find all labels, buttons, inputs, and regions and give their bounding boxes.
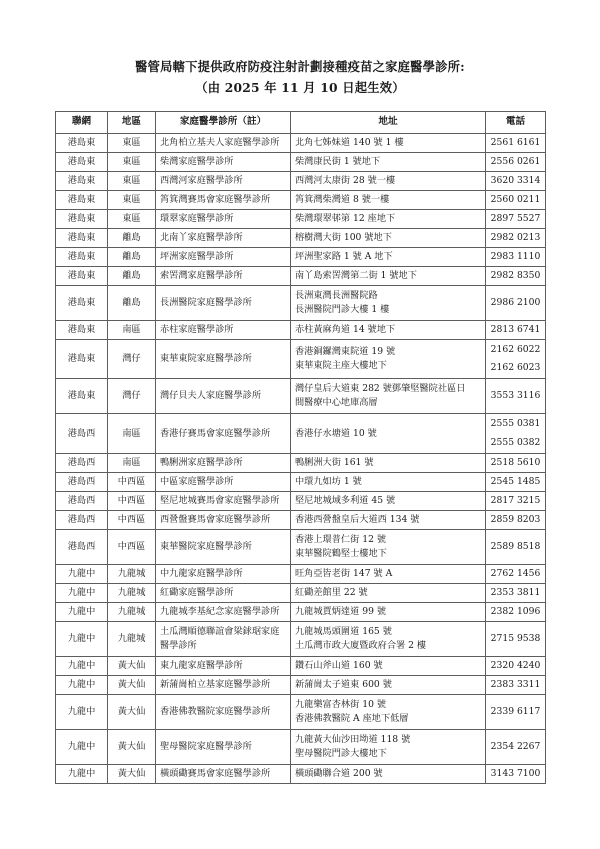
cell-district: 黃大仙 (108, 675, 156, 694)
cell-district: 九龍城 (108, 583, 156, 602)
cell-network: 港島東 (56, 379, 108, 414)
cell-district: 離島 (108, 229, 156, 248)
table-row (56, 602, 546, 621)
effective-date-subtitle: （由 2025 年 11 月 10 日起生效） (195, 79, 405, 95)
clinic-name-line: 東華東院家庭醫學診所 (160, 353, 252, 365)
cell-phone (486, 453, 546, 472)
table-row (56, 472, 546, 491)
cell-clinic-name (156, 414, 291, 453)
document-header (0, 0, 600, 98)
cell-clinic-name (156, 491, 291, 510)
cell-address (291, 602, 486, 621)
address-line: 香港銅鑼灣東院道 19 號 (295, 346, 396, 358)
table-row (56, 453, 546, 472)
cell-district: 黃大仙 (108, 694, 156, 729)
cell-network: 港島西 (56, 510, 108, 529)
cell-address (291, 266, 486, 285)
cell-network: 九龍中 (56, 694, 108, 729)
cell-address (291, 491, 486, 510)
cell-network: 九龍中 (56, 602, 108, 621)
cell-clinic-name (156, 153, 291, 172)
cell-district: 東區 (108, 134, 156, 153)
address-line: 柴灣康民街 1 號地下 (295, 156, 381, 168)
cell-address (291, 510, 486, 529)
cell-phone (486, 491, 546, 510)
cell-district: 中西區 (108, 529, 156, 564)
table-row (56, 675, 546, 694)
cell-address (291, 229, 486, 248)
address-line: 香港上環普仁街 12 號 (295, 533, 387, 545)
phone-number: 2817 3215 (490, 494, 541, 506)
phone-number: 2162 6023 (490, 362, 541, 374)
cell-phone (486, 153, 546, 172)
cell-network: 九龍中 (56, 656, 108, 675)
cell-address (291, 564, 486, 583)
table-row (56, 621, 546, 656)
address-line: 南丫島索罟灣第二街 1 號地下 (295, 269, 417, 281)
address-line: 赤柱黃麻角道 14 號地下 (295, 323, 396, 335)
cell-clinic-name (156, 564, 291, 583)
clinic-name-line: 東九龍家庭醫學診所 (160, 659, 243, 671)
cell-district: 東區 (108, 153, 156, 172)
cell-network: 港島東 (56, 320, 108, 339)
cell-clinic-name (156, 621, 291, 656)
address-line: 香港仔水塘道 10 號 (295, 427, 377, 439)
cell-district: 南區 (108, 453, 156, 472)
cell-district: 黃大仙 (108, 729, 156, 764)
cell-address (291, 134, 486, 153)
address-line: 長洲東灣長洲醫院路 (295, 289, 378, 301)
cell-clinic-name (156, 602, 291, 621)
cell-address (291, 191, 486, 210)
cell-phone (486, 764, 546, 783)
clinic-name-line: 紅磡家庭醫學診所 (160, 586, 234, 598)
cell-district: 中西區 (108, 510, 156, 529)
cell-address (291, 529, 486, 564)
cell-clinic-name (156, 656, 291, 675)
phone-number: 3620 3314 (490, 175, 541, 187)
address-line: 聖母醫院門診大樓地下 (295, 747, 387, 759)
cell-address (291, 764, 486, 783)
cell-clinic-name (156, 320, 291, 339)
phone-number: 2983 1110 (490, 250, 541, 262)
table-row (56, 320, 546, 339)
cell-phone (486, 694, 546, 729)
cell-network: 九龍中 (56, 675, 108, 694)
phone-number: 2982 8350 (490, 269, 541, 281)
cell-clinic-name (156, 285, 291, 320)
cell-network: 港島西 (56, 491, 108, 510)
cell-network: 港島東 (56, 153, 108, 172)
cell-phone (486, 210, 546, 229)
address-line: 筲箕灣柴灣道 8 號一樓 (295, 194, 390, 206)
address-line: 九龍黃大仙沙田坳道 118 號 (295, 733, 411, 745)
cell-network: 九龍中 (56, 729, 108, 764)
cell-network: 九龍中 (56, 564, 108, 583)
cell-phone (486, 229, 546, 248)
clinic-name-line: 東華醫院家庭醫學診所 (160, 540, 252, 552)
cell-phone (486, 134, 546, 153)
table-row (56, 266, 546, 285)
clinic-name-line: 北角柏立基夫人家庭醫學診所 (160, 137, 280, 149)
address-line: 新蒲崗太子道東 600 號 (295, 678, 392, 690)
column-header-phone: 電話 (486, 111, 546, 134)
phone-number: 2986 2100 (490, 296, 541, 308)
cell-network: 九龍中 (56, 583, 108, 602)
address-line: 紅磡差館里 22 號 (295, 586, 368, 598)
table-row (56, 491, 546, 510)
cell-clinic-name (156, 266, 291, 285)
table-row (56, 229, 546, 248)
address-line: 東華東院主座大樓地下 (295, 360, 387, 372)
address-line: 橫頭磡聯合道 200 號 (295, 767, 383, 779)
phone-number: 2545 1485 (490, 475, 541, 487)
phone-number: 2561 6161 (490, 137, 541, 149)
cell-address (291, 729, 486, 764)
cell-clinic-name (156, 379, 291, 414)
address-line: 北角七姊妹道 140 號 1 樓 (295, 137, 404, 149)
cell-phone (486, 191, 546, 210)
phone-number: 2555 0381 (490, 418, 541, 430)
phone-number: 2162 6022 (490, 343, 541, 355)
clinic-name-line: 堅尼地城賽馬會家庭醫學診所 (160, 494, 280, 506)
cell-address (291, 379, 486, 414)
phone-number: 2589 8518 (490, 540, 541, 552)
address-line: 九龍城賈炳達道 99 號 (295, 605, 387, 617)
phone-number: 2556 0261 (490, 156, 541, 168)
cell-clinic-name (156, 472, 291, 491)
cell-address (291, 153, 486, 172)
cell-phone (486, 320, 546, 339)
cell-clinic-name (156, 694, 291, 729)
address-line: 土瓜灣市政大廈暨政府合署 2 樓 (295, 639, 427, 651)
cell-district: 離島 (108, 247, 156, 266)
clinic-name-line: 灣仔貝夫人家庭醫學診所 (160, 390, 262, 402)
address-line: 榕樹灣大街 100 號地下 (295, 232, 392, 243)
cell-clinic-name (156, 191, 291, 210)
table-header (56, 111, 546, 134)
cell-phone (486, 379, 546, 414)
table-row (56, 564, 546, 583)
column-header-district: 地區 (108, 111, 156, 134)
cell-clinic-name (156, 172, 291, 191)
address-line: 堅尼地城域多利道 45 號 (295, 494, 396, 506)
cell-network: 港島東 (56, 134, 108, 153)
cell-clinic-name (156, 210, 291, 229)
cell-network: 港島西 (56, 453, 108, 472)
cell-address (291, 172, 486, 191)
clinic-name-line: 西營盤賽馬會家庭醫學診所 (160, 513, 271, 525)
cell-phone (486, 266, 546, 285)
cell-phone (486, 285, 546, 320)
cell-phone (486, 247, 546, 266)
table-row (56, 529, 546, 564)
address-line: 鴨脷洲大街 161 號 (295, 456, 374, 468)
table-row (56, 764, 546, 783)
cell-phone (486, 602, 546, 621)
cell-network: 港島東 (56, 210, 108, 229)
cell-clinic-name (156, 675, 291, 694)
phone-number: 3143 7100 (490, 767, 541, 779)
cell-phone (486, 656, 546, 675)
clinic-name-line: 中九龍家庭醫學診所 (160, 567, 243, 579)
cell-clinic-name (156, 529, 291, 564)
cell-phone (486, 675, 546, 694)
column-header-clinic: 家庭醫學診所（註） (156, 111, 291, 134)
cell-clinic-name (156, 764, 291, 783)
cell-network: 港島東 (56, 285, 108, 320)
cell-address (291, 621, 486, 656)
cell-clinic-name (156, 247, 291, 266)
cell-district: 東區 (108, 172, 156, 191)
cell-phone (486, 472, 546, 491)
cell-network: 港島東 (56, 229, 108, 248)
cell-address (291, 694, 486, 729)
table-row (56, 153, 546, 172)
phone-number: 2555 0382 (490, 436, 541, 448)
cell-clinic-name (156, 134, 291, 153)
clinics-table-container (0, 111, 600, 784)
table-header-row (56, 111, 546, 134)
cell-phone (486, 564, 546, 583)
clinic-name-line: 坪洲家庭醫學診所 (160, 250, 234, 262)
address-line: 香港西營盤皇后大道西 134 號 (295, 513, 420, 525)
phone-number: 2560 0211 (490, 194, 541, 206)
phone-number: 2518 5610 (490, 456, 541, 468)
cell-network: 港島東 (56, 247, 108, 266)
table-row (56, 583, 546, 602)
address-line: 中環九如坊 1 號 (295, 475, 362, 487)
clinic-name-line: 香港仔賽馬會家庭醫學診所 (160, 427, 271, 439)
cell-clinic-name (156, 453, 291, 472)
phone-number: 2383 3311 (490, 678, 541, 690)
cell-district: 九龍城 (108, 621, 156, 656)
cell-address (291, 285, 486, 320)
cell-network: 港島東 (56, 339, 108, 378)
cell-clinic-name (156, 510, 291, 529)
address-line: 柴灣環翠邨第 12 座地下 (295, 213, 396, 225)
cell-clinic-name (156, 729, 291, 764)
clinic-name-line: 聖母醫院家庭醫學診所 (160, 740, 252, 752)
cell-address (291, 453, 486, 472)
cell-phone (486, 621, 546, 656)
address-line: 坪洲聖家路 1 號 A 地下 (295, 250, 393, 262)
cell-network: 港島西 (56, 529, 108, 564)
cell-address (291, 247, 486, 266)
page-title: 醫管局轄下提供政府防疫注射計劃接種疫苗之家庭醫學診所: (135, 59, 465, 74)
phone-number: 2762 1456 (490, 567, 541, 579)
table-row (56, 134, 546, 153)
address-line: 香港佛教醫院 A 座地下低層 (295, 712, 409, 724)
phone-number: 3553 3116 (490, 390, 541, 402)
cell-district: 九龍城 (108, 602, 156, 621)
address-line: 旺角亞皆老街 147 號 A (295, 567, 393, 579)
cell-district: 黃大仙 (108, 656, 156, 675)
cell-phone (486, 414, 546, 453)
table-row (56, 656, 546, 675)
cell-network: 九龍中 (56, 764, 108, 783)
cell-clinic-name (156, 229, 291, 248)
cell-phone (486, 510, 546, 529)
address-line: 西灣河太康街 28 號一樓 (295, 175, 396, 187)
table-body (56, 134, 546, 783)
cell-phone (486, 583, 546, 602)
column-header-address: 地址 (291, 111, 486, 134)
cell-district: 黃大仙 (108, 764, 156, 783)
cell-clinic-name (156, 583, 291, 602)
cell-address (291, 583, 486, 602)
address-line: 九龍城馬頭圍道 165 號 (295, 625, 392, 637)
clinic-name-line: 西灣河家庭醫學診所 (160, 175, 243, 187)
cell-address (291, 472, 486, 491)
cell-address (291, 339, 486, 378)
clinic-name-line: 香港佛教醫院家庭醫學診所 (160, 705, 271, 717)
cell-district: 九龍城 (108, 564, 156, 583)
cell-district: 中西區 (108, 472, 156, 491)
clinic-name-line: 赤柱家庭醫學診所 (160, 323, 234, 335)
cell-phone (486, 172, 546, 191)
table-row (56, 694, 546, 729)
table-row (56, 172, 546, 191)
cell-network: 九龍中 (56, 621, 108, 656)
phone-number: 2354 2267 (490, 740, 541, 752)
phone-number: 2897 5527 (490, 213, 541, 225)
column-header-network: 聯網 (56, 111, 108, 134)
cell-district: 南區 (108, 414, 156, 453)
cell-clinic-name (156, 339, 291, 378)
clinic-name-line: 索罟灣家庭醫學診所 (160, 269, 243, 281)
cell-network: 港島西 (56, 414, 108, 453)
cell-phone (486, 339, 546, 378)
cell-district: 離島 (108, 285, 156, 320)
address-line: 東華醫院鶴堅士樓地下 (295, 547, 387, 559)
cell-district: 東區 (108, 191, 156, 210)
cell-network: 港島東 (56, 191, 108, 210)
cell-address (291, 210, 486, 229)
phone-number: 2353 3811 (490, 586, 541, 598)
cell-network: 港島東 (56, 172, 108, 191)
table-row (56, 247, 546, 266)
cell-district: 中西區 (108, 491, 156, 510)
table-row (56, 379, 546, 414)
clinic-name-line: 筲箕灣賽馬會家庭醫學診所 (160, 194, 271, 206)
phone-number: 2859 8203 (490, 513, 541, 525)
address-line: 九龍樂富杏林街 10 號 (295, 698, 387, 710)
cell-address (291, 414, 486, 453)
clinic-name-line: 醫學診所 (160, 639, 197, 651)
table-row (56, 510, 546, 529)
cell-address (291, 320, 486, 339)
table-row (56, 191, 546, 210)
table-row (56, 210, 546, 229)
phone-number: 2320 4240 (490, 659, 541, 671)
clinic-name-line: 鴨脷洲家庭醫學診所 (160, 456, 243, 468)
address-line: 鑽石山斧山道 160 號 (295, 659, 383, 671)
address-line: 長洲醫院門診大樓 1 樓 (295, 303, 390, 315)
clinic-name-line: 中區家庭醫學診所 (160, 475, 234, 487)
cell-district: 離島 (108, 266, 156, 285)
clinic-name-line: 橫頭磡賽馬會家庭醫學診所 (160, 767, 271, 779)
cell-phone (486, 529, 546, 564)
table-row (56, 339, 546, 378)
cell-address (291, 675, 486, 694)
cell-district: 灣仔 (108, 339, 156, 378)
address-line: 灣仔皇后大道東 282 號鄧肇堅醫院社區日 (295, 383, 466, 395)
cell-network: 港島東 (56, 266, 108, 285)
phone-number: 2339 6117 (490, 705, 541, 717)
phone-number: 2982 0213 (490, 232, 541, 243)
clinics-table (55, 111, 546, 784)
cell-address (291, 656, 486, 675)
phone-number: 2382 1096 (490, 605, 541, 617)
clinic-name-line: 新蒲崗柏立基家庭醫學診所 (160, 678, 271, 690)
cell-district: 灣仔 (108, 379, 156, 414)
cell-network: 港島西 (56, 472, 108, 491)
table-row (56, 414, 546, 453)
table-row (56, 729, 546, 764)
clinic-name-line: 長洲醫院家庭醫學診所 (160, 296, 252, 308)
cell-phone (486, 729, 546, 764)
table-row (56, 285, 546, 320)
phone-number: 2715 9538 (490, 632, 541, 644)
address-line: 間醫療中心地庫高層 (295, 397, 378, 409)
clinic-name-line: 環翠家庭醫學診所 (160, 213, 234, 225)
clinic-name-line: 柴灣家庭醫學診所 (160, 156, 234, 168)
clinic-name-line: 北南丫家庭醫學診所 (160, 232, 243, 243)
phone-number: 2813 6741 (490, 323, 541, 335)
clinic-name-line: 九龍城李基紀念家庭醫學診所 (160, 605, 280, 617)
cell-district: 南區 (108, 320, 156, 339)
cell-district: 東區 (108, 210, 156, 229)
clinic-name-line: 土瓜灣順德聯誼會梁銶琚家庭 (160, 625, 280, 637)
